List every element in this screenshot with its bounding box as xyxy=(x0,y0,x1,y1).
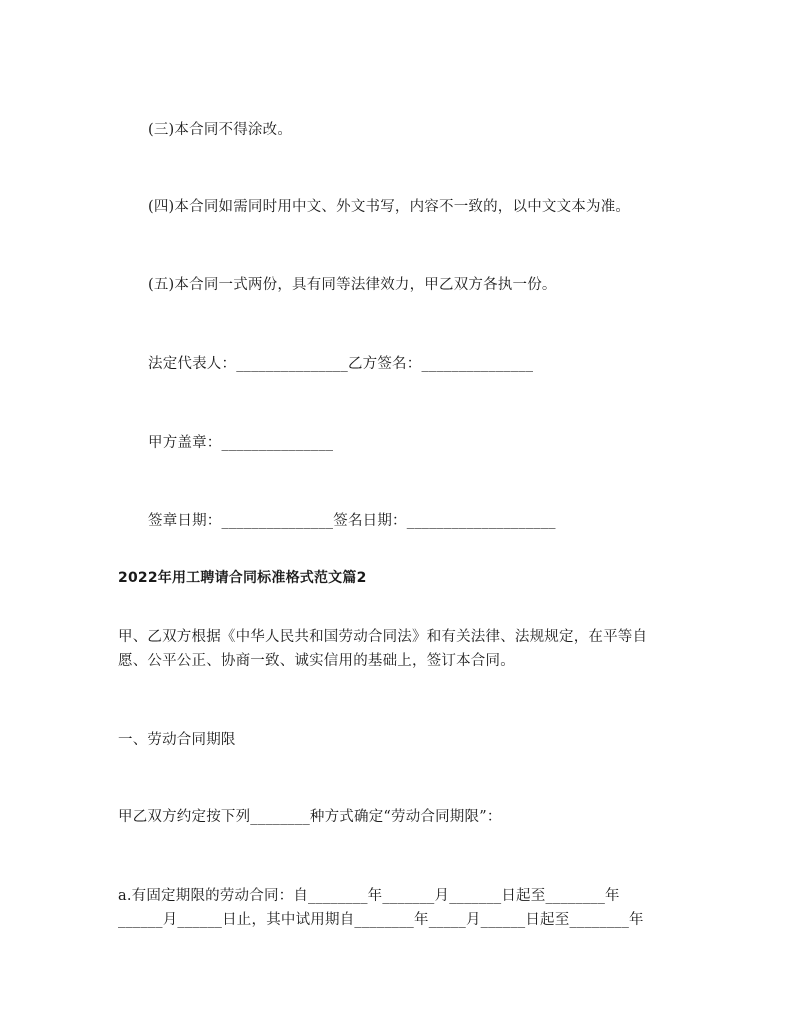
section-heading: 2022年用工聘请合同标准格式范文篇2 xyxy=(118,570,367,586)
clause-3: (三)本合同不得涂改。 xyxy=(148,122,293,138)
article-1-title: 一、劳动合同期限 xyxy=(118,732,236,748)
item-a-line-2: ______月______日止，其中试用期自________年_____月______日起至________年 xyxy=(118,912,644,928)
signature-line-seal: 甲方盖章：_______________ xyxy=(148,435,334,451)
signature-line-dates: 签章日期：_______________签名日期：____________________ xyxy=(148,513,556,529)
clause-5: (五)本合同一式两份，具有同等法律效力，甲乙双方各执一份。 xyxy=(148,277,557,293)
signature-line-representative: 法定代表人：_______________乙方签名：_______________ xyxy=(148,356,534,372)
intro-paragraph-line-2: 愿、公平公正、协商一致、诚实信用的基础上，签订本合同。 xyxy=(118,653,515,669)
intro-paragraph-line-1: 甲、乙双方根据《中华人民共和国劳动合同法》和有关法律、法规规定，在平等自 xyxy=(118,629,648,645)
article-1-text: 甲乙双方约定按下列________种方式确定“劳动合同期限”： xyxy=(118,809,502,825)
clause-4: (四)本合同如需同时用中文、外文书写，内容不一致的，以中文文本为准。 xyxy=(148,199,631,215)
item-a-line-1: a.有固定期限的劳动合同：自________年_______月_______日起至________年 xyxy=(118,888,620,904)
